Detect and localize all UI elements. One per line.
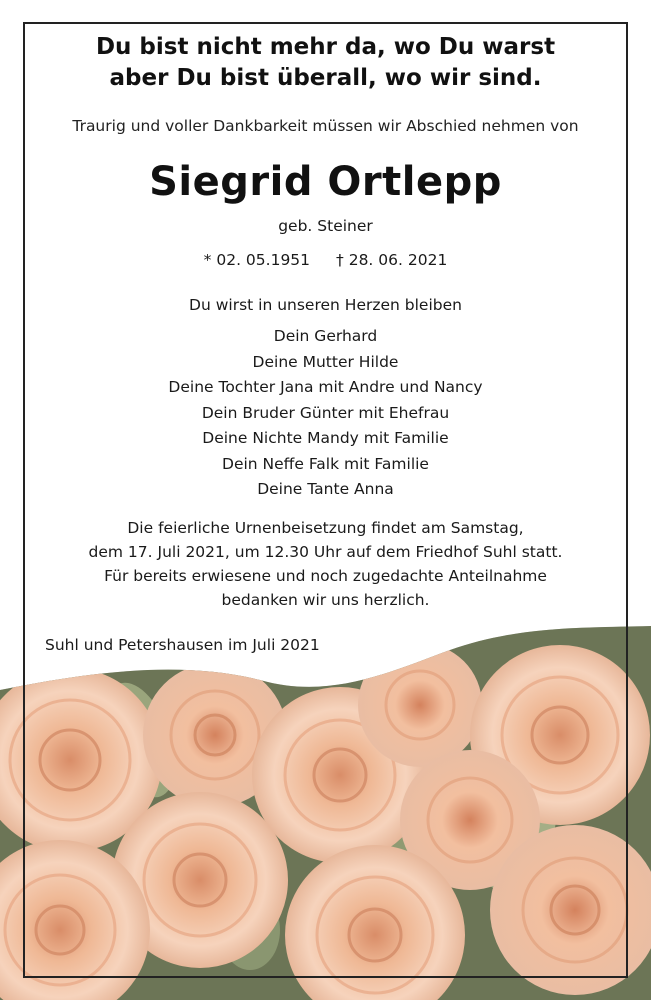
place-date: Suhl und Petershausen im Juli 2021 (45, 636, 320, 654)
notice-content (23, 22, 628, 612)
remain-line: Du wirst in unseren Herzen bleiben (189, 296, 462, 314)
ceremony-line: bedanken wir uns herzlich. (221, 590, 430, 609)
motto (23, 32, 628, 94)
intro-text: Traurig und voller Dankbarkeit müssen wir Abschied nehmen von (72, 117, 579, 135)
deceased-name: Siegrid Ortlepp (149, 159, 502, 205)
mourner: Dein Bruder Günter mit Ehefrau (201, 403, 450, 422)
ceremony-line: dem 17. Juli 2021, um 12.30 Uhr auf dem Friedhof Suhl statt. (88, 542, 563, 561)
mourner: Dein Neffe Falk mit Familie (222, 454, 429, 473)
death-date: † 28. 06. 2021 (336, 251, 448, 269)
mourner: Dein Gerhard (273, 327, 378, 345)
motto-line-1: Du bist nicht mehr da, wo Du warst (95, 34, 556, 60)
mourners-list (23, 324, 628, 503)
mourner: Deine Tante Anna (257, 480, 394, 498)
ceremony-line: Die feierliche Urnenbeisetzung findet am Samstag, (127, 518, 524, 537)
motto-line-2: aber Du bist überall, wo wir sind. (109, 65, 542, 91)
life-dates (23, 250, 628, 270)
mourner: Deine Mutter Hilde (252, 352, 399, 371)
mourner: Deine Tochter Jana mit Andre und Nancy (168, 378, 483, 396)
ceremony-line: Für bereits erwiesene und noch zugedachte Anteilnahme (104, 566, 547, 585)
ceremony-text (23, 516, 628, 612)
maiden-name: geb. Steiner (278, 217, 373, 235)
mourner: Deine Nichte Mandy mit Familie (202, 429, 449, 447)
birth-date: * 02. 05.1951 (203, 251, 311, 269)
